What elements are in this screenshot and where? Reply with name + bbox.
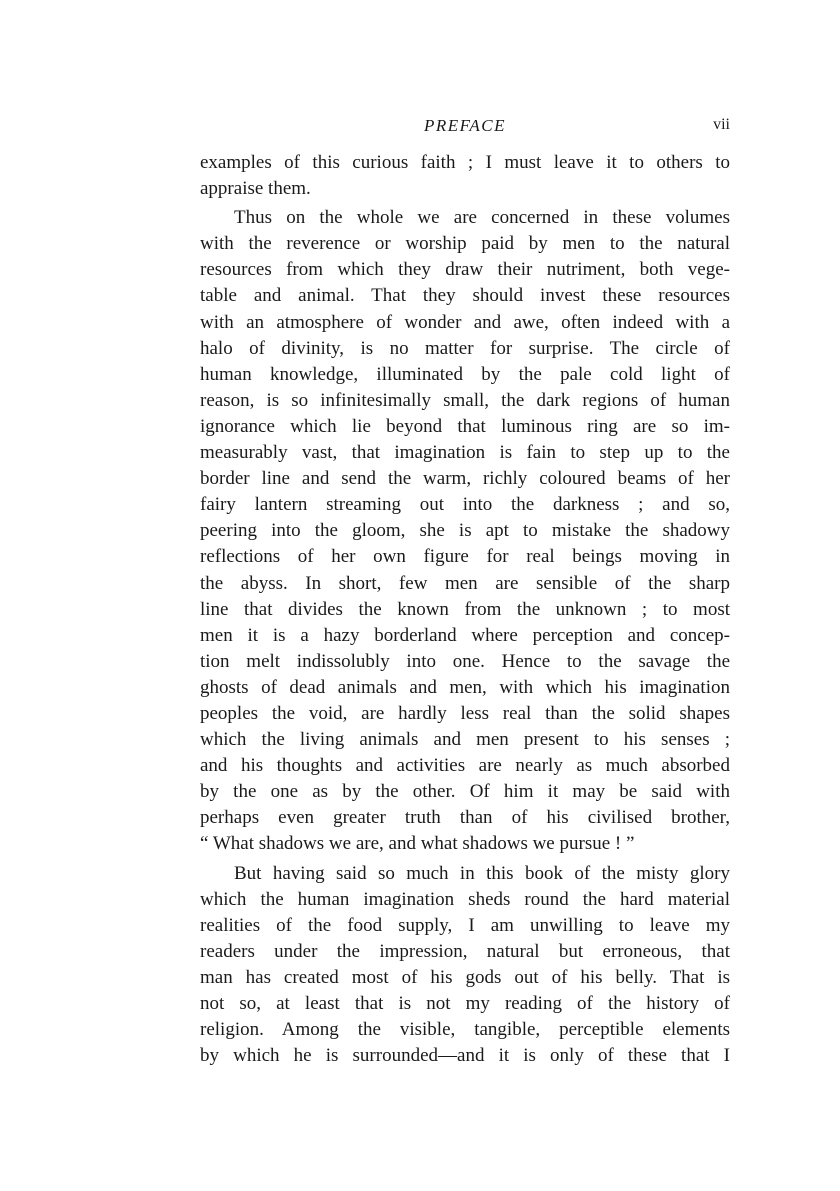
text-line: readers under the impression, natural but erroneous, that [200, 940, 730, 962]
page-number: vii [713, 116, 730, 133]
body-text [200, 150, 730, 1072]
text-line: reason, is so infinitesimally small, the dark regions of human [200, 389, 730, 411]
text-line: line that divides the known from the unknown ; to most [200, 598, 730, 620]
paragraph [200, 861, 730, 1070]
text-line: But having said so much in this book of the misty glory [234, 862, 730, 884]
text-line: which the living animals and men present to his senses ; [200, 729, 730, 751]
text-line: perhaps even greater truth than of his civilised brother, [200, 807, 730, 829]
text-line: ignorance which lie beyond that luminous ring are so im- [200, 415, 730, 437]
text-line: measurably vast, that imagination is fain to step up to the [200, 442, 730, 464]
text-line: tion melt indissolubly into one. Hence to the savage the [200, 650, 730, 672]
text-line: human knowledge, illuminated by the pale cold light of [200, 363, 730, 385]
text-line: religion. Among the visible, tangible, perceptible elements [200, 1019, 730, 1041]
text-line: fairy lantern streaming out into the darkness ; and so, [200, 494, 730, 516]
text-line: realities of the food supply, I am unwilling to leave my [200, 914, 730, 936]
paragraph [200, 150, 730, 202]
text-line: border line and send the warm, richly coloured beams of her [200, 468, 730, 490]
text-line: Thus on the whole we are concerned in these volumes [234, 207, 730, 229]
paragraph [200, 205, 730, 857]
text-line: by which he is surrounded—and it is only of these that I [200, 1045, 730, 1067]
text-line: which the human imagination sheds round the hard material [200, 888, 730, 910]
text-line: “ What shadows we are, and what shadows we pursue ! ” [200, 833, 635, 855]
text-line: halo of divinity, is no matter for surprise. The circle of [200, 337, 730, 359]
text-line: not so, at least that is not my reading of the history of [200, 993, 730, 1014]
text-line: with the reverence or worship paid by men to the natural [200, 233, 730, 255]
text-line: appraise them. [200, 178, 311, 200]
text-line: man has created most of his gods out of his belly. That is [200, 966, 730, 988]
text-line: examples of this curious faith ; I must leave it to others to [200, 152, 730, 173]
text-line: with an atmosphere of wonder and awe, often indeed with a [200, 311, 730, 333]
text-line: resources from which they draw their nutriment, both vege- [200, 259, 730, 281]
text-line: ghosts of dead animals and men, with which his imagination [200, 676, 730, 698]
text-line: reflections of her own figure for real beings moving in [200, 546, 730, 568]
text-line: and his thoughts and activities are nearly as much absorbed [200, 755, 730, 777]
text-line: the abyss. In short, few men are sensible of the sharp [200, 572, 730, 594]
text-line: by the one as by the other. Of him it may be said with [200, 781, 730, 803]
text-line: men it is a hazy borderland where perception and concep- [200, 624, 730, 646]
text-line: table and animal. That they should invest these resources [200, 285, 730, 307]
running-title: PREFACE [424, 116, 506, 135]
page-header [200, 116, 730, 140]
text-line: peering into the gloom, she is apt to mistake the shadowy [200, 520, 730, 542]
text-line: peoples the void, are hardly less real than the solid shapes [200, 702, 730, 724]
